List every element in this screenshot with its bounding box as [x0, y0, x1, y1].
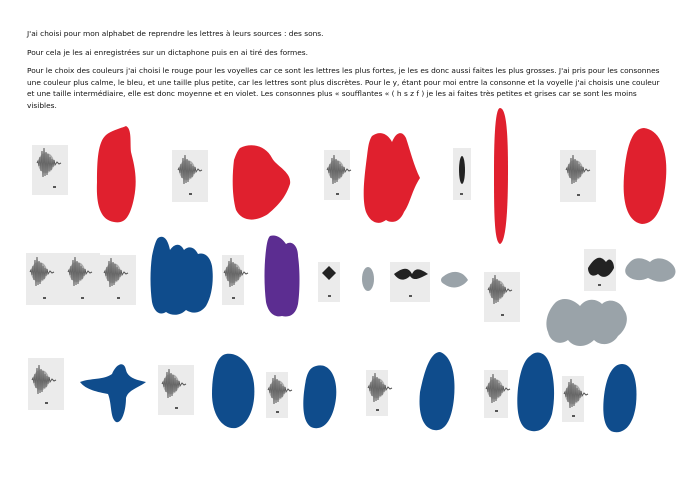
grey-blob-h	[362, 267, 374, 291]
sound-tile-b	[28, 358, 64, 410]
red-blob-a	[97, 126, 136, 222]
intro-paragraph: J'ai choisi pour mon alphabet de reprendre les lettres à leurs sources : des sons.	[27, 29, 324, 38]
sound-tile-z	[484, 272, 520, 322]
sound-tile-i	[324, 150, 351, 200]
blue-blob-m	[517, 353, 554, 432]
sound-tile-l	[366, 370, 392, 416]
grey-blob-z	[546, 299, 626, 346]
blue-blob-gkq	[151, 237, 213, 315]
sound-tile-m	[484, 370, 510, 418]
sound-tile-g	[26, 253, 64, 305]
sound-tile-j	[266, 372, 292, 418]
blue-blob-n	[603, 364, 636, 432]
sound-tile-v	[222, 255, 248, 305]
method-paragraph: Pour cela je les ai enregistrées sur un dictaphone puis en ai tiré des formes.	[27, 47, 308, 57]
red-blob-u	[624, 128, 667, 224]
sound-tile-u	[560, 150, 596, 202]
sound-tile-f	[584, 249, 616, 291]
sound-tile-h	[318, 262, 340, 302]
red-blob-i	[364, 133, 420, 223]
red-blob-o	[494, 108, 508, 244]
sound-tile-a	[32, 145, 68, 195]
sound-tile-d	[158, 365, 194, 415]
sound-tile-s	[390, 262, 430, 302]
purple-blob-y	[265, 235, 300, 316]
sound-tile-e	[172, 150, 208, 202]
grey-blob-s	[441, 272, 468, 288]
blue-blob-b	[80, 364, 146, 422]
blue-blob-d	[212, 354, 254, 428]
blue-blob-j	[303, 365, 336, 428]
grey-blob-f	[625, 258, 675, 281]
sound-tile-k	[64, 253, 100, 305]
blue-blob-l	[420, 352, 455, 430]
sound-tile-n	[562, 376, 588, 422]
sound-tile-q	[100, 255, 136, 305]
color-choice-paragraph: Pour le choix des couleurs j'ai choisi le rouge pour les voyelles car ce sont les lettres les plus fortes, je les es donc aussi faites les plus grosses. J'ai pris pour les consonnes une couleur plus calme, le bleu, et une taille plus petite, car les lettres sont plus discrètes. Pour le y, étant pour moi entre la consonne et la voyelle j'ai choisis une couleur et une taille intermédiaire, elle est donc moyenne et en violet. Les consonnes plus « soufflantes « ( h s z f ) je les ai faites très petites et grises car se sont les moins visibles.	[27, 66, 660, 110]
red-blob-e	[233, 145, 290, 219]
sound-tile-o	[453, 148, 471, 200]
